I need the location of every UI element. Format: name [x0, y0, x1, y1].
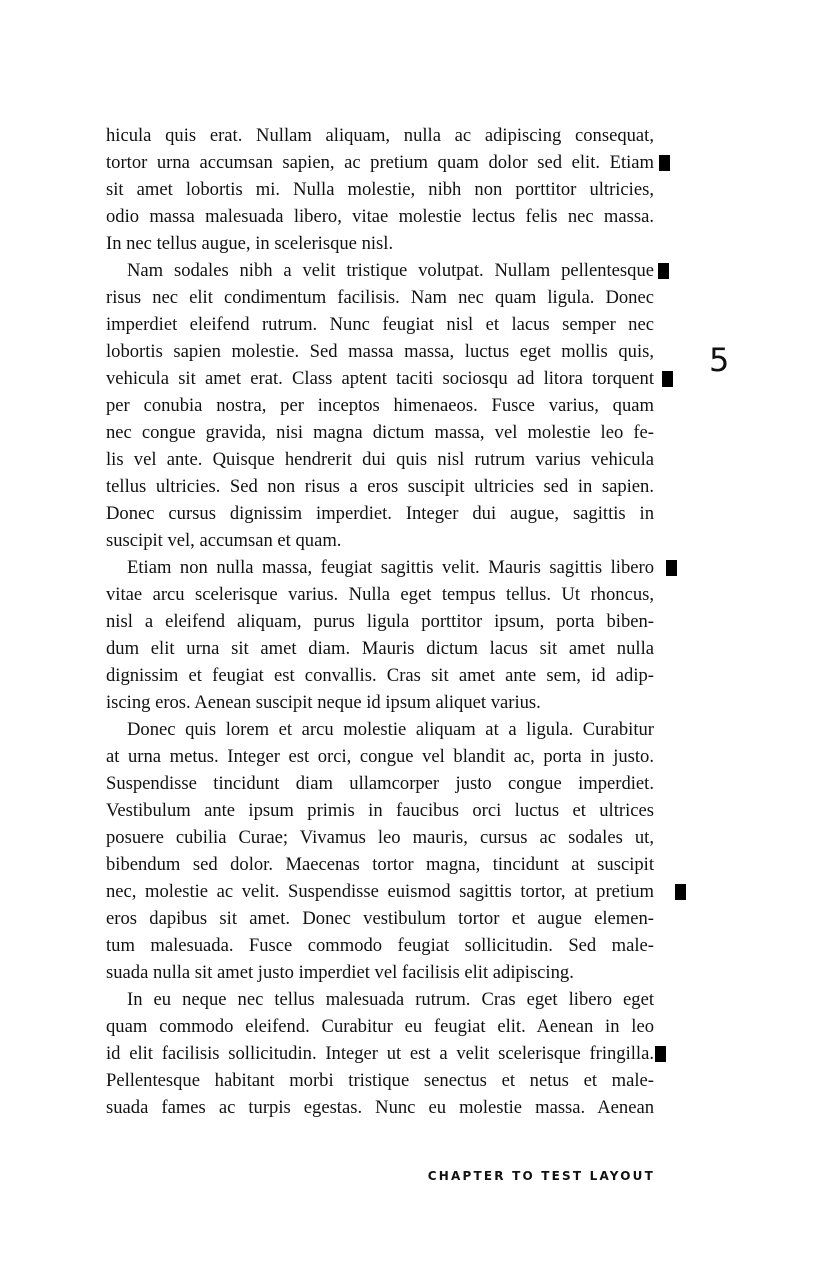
overfull-box-marker: [662, 371, 673, 387]
overfull-box-marker: [666, 560, 677, 576]
text-line: suada nulla sit amet justo imperdiet vel facilisis elit adipiscing.: [106, 962, 574, 983]
text-line: at urna metus. Integer est orci, congue vel blandit ac, porta in justo.: [106, 746, 654, 767]
text-line: tum malesuada. Fusce commodo feugiat sollicitudin. Sed male-: [106, 935, 654, 956]
overfull-box-marker: [658, 263, 669, 279]
text-line: tortor urna accumsan sapien, ac pretium quam dolor sed elit. Etiam: [106, 149, 666, 176]
text-line: dum elit urna sit amet diam. Mauris dictum lacus sit amet nulla: [106, 638, 654, 659]
text-line: per conubia nostra, per inceptos himenaeos. Fusce varius, quam: [106, 395, 654, 416]
page-number: 5: [709, 341, 730, 379]
running-footer: CHAPTER TO TEST LAYOUT: [427, 1169, 655, 1183]
overfull-box-marker: [655, 1046, 666, 1062]
text-line: In eu neque nec tellus malesuada rutrum. Cras eget libero eget: [127, 989, 654, 1010]
body-text: [106, 122, 666, 1121]
text-line: odio massa malesuada libero, vitae molestie lectus felis nec massa.: [106, 206, 654, 227]
overfull-box-marker: [659, 155, 670, 171]
text-line: tellus ultricies. Sed non risus a eros suscipit ultricies sed in sapien.: [106, 476, 654, 497]
text-line: vitae arcu scelerisque varius. Nulla eget tempus tellus. Ut rhoncus,: [106, 584, 654, 605]
overfull-box-marker: [675, 884, 686, 900]
text-line: nisl a eleifend aliquam, purus ligula porttitor ipsum, porta biben-: [106, 611, 654, 632]
text-line: Etiam non nulla massa, feugiat sagittis velit. Mauris sagittis libero: [106, 554, 666, 581]
text-line: In nec tellus augue, in scelerisque nisl.: [106, 233, 394, 254]
text-line: bibendum sed dolor. Maecenas tortor magna, tincidunt at suscipit: [106, 854, 654, 875]
text-line: nec, molestie ac velit. Suspendisse euismod sagittis tortor, at pretium: [106, 878, 666, 905]
text-line: quam commodo eleifend. Curabitur eu feugiat elit. Aenean in leo: [106, 1016, 654, 1037]
text-line: dignissim et feugiat est convallis. Cras sit amet ante sem, id adip-: [106, 665, 654, 686]
text-line: Donec cursus dignissim imperdiet. Integer dui augue, sagittis in: [106, 503, 654, 524]
text-line: id elit facilisis sollicitudin. Integer ut est a velit scelerisque fringilla.: [106, 1040, 666, 1067]
text-line: suscipit vel, accumsan et quam.: [106, 530, 342, 551]
text-line: imperdiet eleifend rutrum. Nunc feugiat nisl et lacus semper nec: [106, 314, 654, 335]
text-line: vehicula sit amet erat. Class aptent taciti sociosqu ad litora torquent: [106, 365, 666, 392]
text-line: eros dapibus sit amet. Donec vestibulum tortor et augue elemen-: [106, 908, 654, 929]
text-line: posuere cubilia Curae; Vivamus leo mauris, cursus ac sodales ut,: [106, 827, 654, 848]
text-line: lobortis sapien molestie. Sed massa massa, luctus eget mollis quis,: [106, 341, 654, 362]
text-line: suada fames ac turpis egestas. Nunc eu molestie massa. Aenean: [106, 1097, 654, 1118]
text-line: iscing eros. Aenean suscipit neque id ipsum aliquet varius.: [106, 692, 541, 713]
text-line: Pellentesque habitant morbi tristique senectus et netus et male-: [106, 1070, 654, 1091]
text-line: Nam sodales nibh a velit tristique volutpat. Nullam pellentesque: [106, 257, 666, 284]
text-line: Suspendisse tincidunt diam ullamcorper justo congue imperdiet.: [106, 773, 654, 794]
text-line: sit amet lobortis mi. Nulla molestie, nibh non porttitor ultricies,: [106, 179, 654, 200]
text-line: Donec quis lorem et arcu molestie aliquam at a ligula. Curabitur: [127, 719, 654, 740]
text-line: hicula quis erat. Nullam aliquam, nulla ac adipiscing consequat,: [106, 125, 654, 146]
text-line: nec congue gravida, nisi magna dictum massa, vel molestie leo fe-: [106, 422, 654, 443]
text-line: lis vel ante. Quisque hendrerit dui quis nisl rutrum varius vehicula: [106, 449, 654, 470]
text-line: Vestibulum ante ipsum primis in faucibus orci luctus et ultrices: [106, 800, 654, 821]
text-line: risus nec elit condimentum facilisis. Nam nec quam ligula. Donec: [106, 287, 654, 308]
